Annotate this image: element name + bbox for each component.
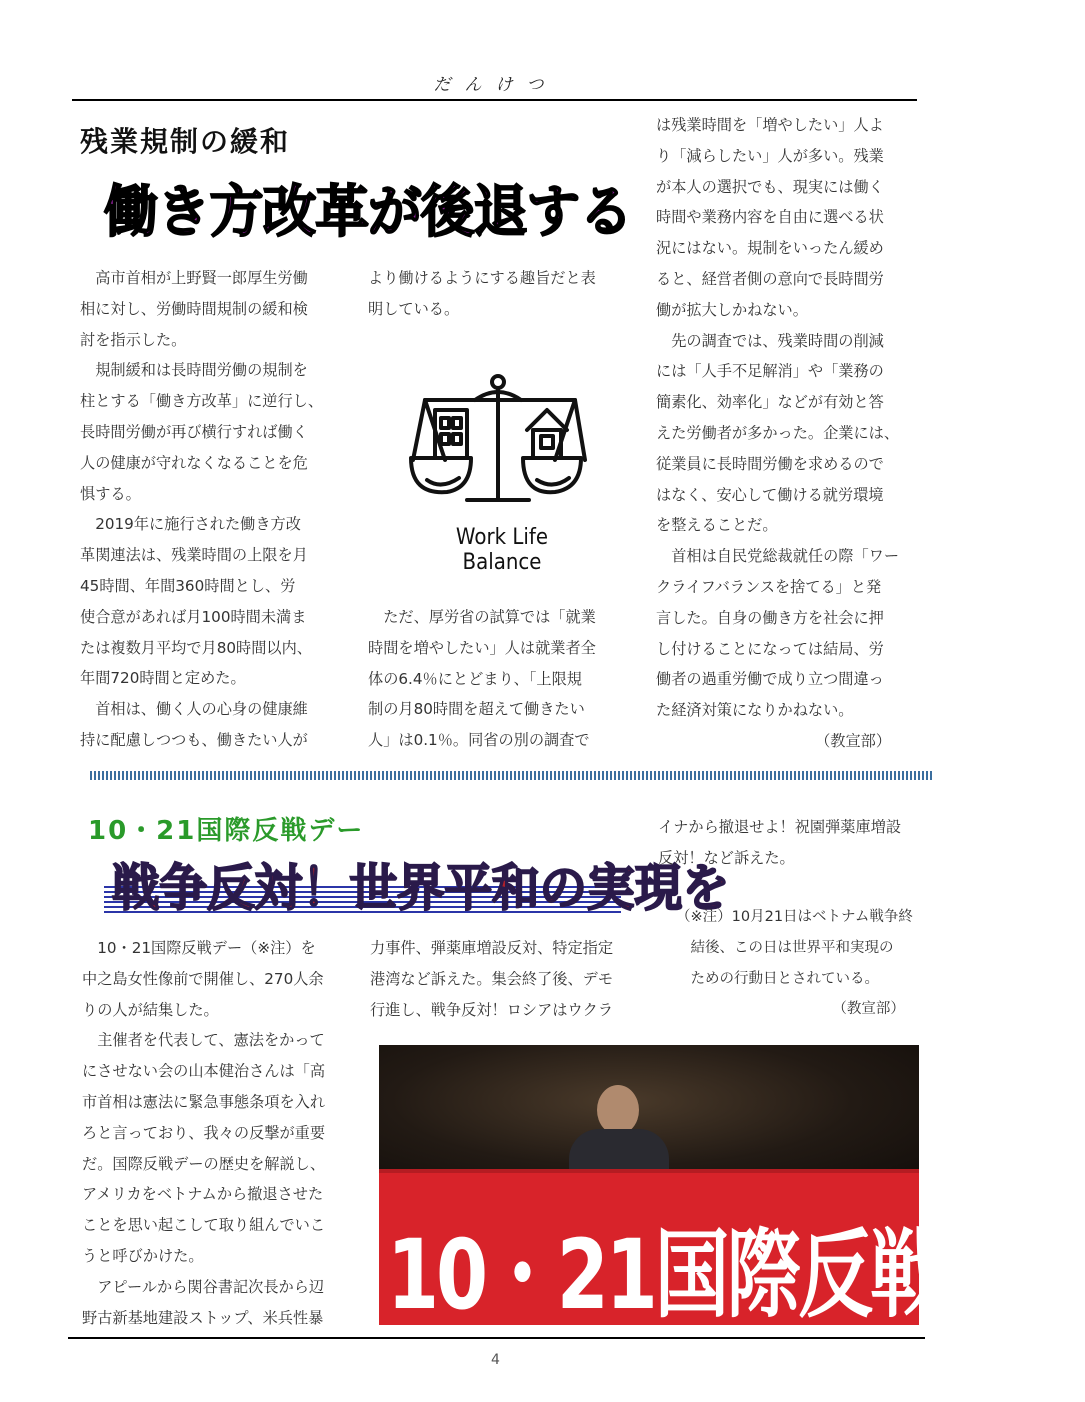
text-line: だ。国際反戦デーの歴史を解説し、 xyxy=(82,1154,325,1173)
article1-column-3 xyxy=(656,110,899,757)
text-line: 制の月80時間を超えて働きたい xyxy=(368,700,585,719)
article1-column-2-top xyxy=(368,263,596,325)
text-line: ただ、厚労省の試算では「就業 xyxy=(368,608,596,626)
text-line: 規制緩和は長時間労働の規制を xyxy=(80,361,308,380)
text-line: 相に対し、労働時間規制の緩和検 xyxy=(80,299,308,318)
article1-kicker: 残業規制の緩和 xyxy=(80,125,291,158)
text-line: 働者の過重労働で成り立つ間違っ xyxy=(656,670,884,689)
text-line: 行進し、戦争反対！ロシアはウクラ xyxy=(370,1000,613,1019)
text-line: 2019年に施行された働き方改 xyxy=(80,515,301,534)
note-line: 結後、この日は世界平和実現の xyxy=(676,939,894,956)
footer-rule xyxy=(68,1337,925,1339)
text-line: 簡素化、効率化」などが有効と答 xyxy=(656,393,884,412)
text-line: を整えることだ。 xyxy=(656,516,778,535)
text-line: 市首相は憲法に緊急事態条項を入れ xyxy=(82,1092,325,1111)
text-line: 使合意があれば月100時間未満ま xyxy=(80,607,307,626)
text-line: 野古新基地建設ストップ、米兵性暴 xyxy=(82,1308,324,1327)
text-line: アメリカをベトナムから撤退させた xyxy=(82,1185,324,1204)
note-line: ための行動日とされている。 xyxy=(676,970,879,987)
text-line: 時間を増やしたい」人は就業者全 xyxy=(368,638,596,657)
text-line: りの人が結集した。 xyxy=(82,1000,219,1019)
article2-column-3 xyxy=(658,812,901,874)
text-line: 革関連法は、残業時間の上限を月 xyxy=(80,546,308,565)
text-line: 況にはない。規制をいったん緩め xyxy=(656,239,884,258)
article2-headline-block xyxy=(104,850,730,920)
article1-headline: 働き方改革が後退する xyxy=(104,180,632,245)
text-line: た経済対策になりかねない。 xyxy=(656,701,854,720)
text-line: クライフバランスを捨てる」と発 xyxy=(656,577,882,596)
text-line: より働けるようにする趣旨だと表 xyxy=(368,269,596,287)
text-line: 主催者を代表して、憲法をかって xyxy=(82,1031,325,1050)
text-line: イナから撤退せよ！祝園弾薬庫増設 xyxy=(658,818,901,836)
text-line: 言した。自身の働き方を社会に押 xyxy=(656,608,884,627)
note-line: （※注）10月21日はベトナム戦争終 xyxy=(676,909,913,925)
text-line: 中之島女性像前で開催し、270人余 xyxy=(82,969,324,988)
article2-column-2 xyxy=(370,933,613,1025)
text-line: 港湾など訴えた。集会終了後、デモ xyxy=(370,969,613,988)
page-number: 4 xyxy=(491,1352,500,1368)
text-line: 首相は自民党総裁就任の際「ワー xyxy=(656,547,899,566)
text-line: 時間や業務内容を自由に選べる状 xyxy=(656,208,884,227)
text-line: アピールから関谷書記次長から辺 xyxy=(82,1277,325,1296)
text-line: 長時間労働が再び横行すれば働く xyxy=(80,422,308,441)
article1-column-1 xyxy=(80,263,323,756)
text-line: 持に配慮しつつも、働きたい人が xyxy=(80,730,308,749)
article1-column-2-bottom xyxy=(368,602,596,756)
balance-scale-icon xyxy=(405,370,595,520)
text-line: は残業時間を「増やしたい」人よ xyxy=(656,116,884,134)
byline: （教宣部） xyxy=(832,1001,905,1018)
text-line: はなく、安心して働ける就労環境 xyxy=(656,485,884,504)
text-line: 明している。 xyxy=(368,299,460,318)
text-line: 体の6.4％にとどまり、「上限規 xyxy=(368,669,582,688)
rally-photo xyxy=(379,1045,1085,1331)
text-line: 従業員に長時間労働を求めるので xyxy=(656,454,884,473)
illustration-caption: Work Life Balance xyxy=(455,525,549,575)
header-rule xyxy=(72,99,917,101)
section-divider xyxy=(90,771,932,780)
text-line: 反対！など訴えた。 xyxy=(658,848,795,867)
text-line: うと呼びかけた。 xyxy=(82,1246,204,1265)
text-line: ことを思い起こして取り組んでいこ xyxy=(82,1216,325,1235)
text-line: 惧する。 xyxy=(80,484,141,503)
text-line: が本人の選択でも、現実には働く xyxy=(656,177,884,196)
article2-kicker: 10・21国際反戦デー xyxy=(88,816,365,846)
text-line: 高市首相が上野賢一郎厚生労働 xyxy=(80,269,308,287)
photo-banner xyxy=(379,1169,1085,1331)
text-line: 人の健康が守れなくなることを危 xyxy=(80,453,308,472)
text-line: にさせない会の山本健治さんは「高 xyxy=(82,1062,325,1081)
banner-text: 10・21国際反戦デー xyxy=(387,1219,1085,1331)
text-line: 先の調査では、残業時間の削減 xyxy=(656,331,884,350)
newsletter-title: だんけつ xyxy=(433,75,558,95)
text-line: し付けることになっては結局、労 xyxy=(656,639,884,658)
text-line: 柱とする「働き方改革」に逆行し、 xyxy=(80,392,323,411)
text-line: たは複数月平均で月80時間以内、 xyxy=(80,638,312,657)
text-line: 働が拡大しかねない。 xyxy=(656,300,808,319)
text-line: 討を指示した。 xyxy=(80,330,187,349)
text-line: 力事件、弾薬庫増設反対、特定指定 xyxy=(370,939,613,957)
text-line: 45時間、年間360時間とし、労 xyxy=(80,576,296,595)
article2-headline: 戦争反対！世界平和の実現を xyxy=(112,859,730,917)
byline: （教宣部） xyxy=(815,731,891,750)
text-line: り「減らしたい」人が多い。残業 xyxy=(656,146,884,165)
text-line: ろと言っており、我々の反撃が重要 xyxy=(82,1123,325,1142)
work-life-balance-illustration xyxy=(405,370,595,575)
article2-column-1 xyxy=(82,933,325,1333)
text-line: えた労働者が多かった。企業には、 xyxy=(656,423,899,442)
text-line: 人」は0.1％。同省の別の調査で xyxy=(368,731,590,750)
text-line: には「人手不足解消」や「業務の xyxy=(656,362,884,381)
article2-note xyxy=(676,902,913,1025)
text-line: 10・21国際反戦デー（※注）を xyxy=(82,939,316,957)
text-line: ると、経営者側の意向で長時間労 xyxy=(656,269,884,288)
text-line: 首相は、働く人の心身の健康維 xyxy=(80,700,308,719)
text-line: 年間720時間と定めた。 xyxy=(80,669,246,688)
